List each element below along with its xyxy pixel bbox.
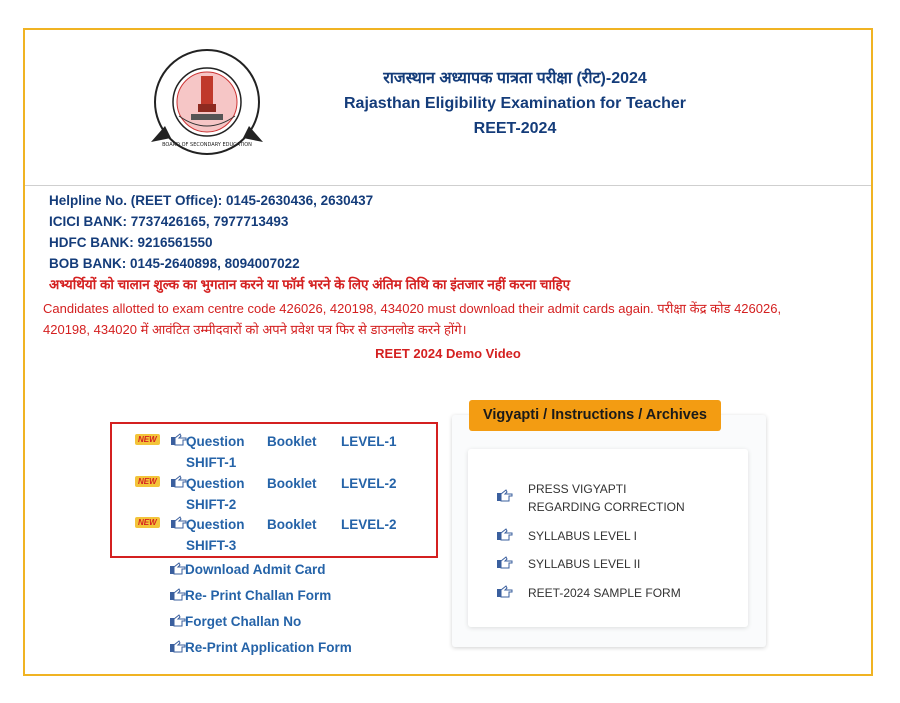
helpline-reet: Helpline No. (REET Office): 0145-2630436, 2630437 (49, 193, 374, 208)
item-line-1[interactable]: PRESS VIGYAPTI (528, 482, 627, 496)
helpline-block (49, 190, 570, 295)
question-booklet-box (110, 422, 438, 558)
helpline-bob: BOB BANK: 0145-2640898, 8094007022 (49, 256, 300, 271)
helpline-hdfc: HDFC BANK: 9216561550 (49, 235, 213, 250)
question-booklet-item-2[interactable] (112, 474, 436, 514)
title-code: REET-2024 (473, 120, 557, 137)
link-label[interactable]: Forget Challan No (185, 614, 302, 629)
vigyapti-item-label[interactable]: REET-2024 SAMPLE FORM (528, 586, 681, 600)
page-frame (23, 28, 873, 676)
pointing-hand-icon (170, 640, 186, 653)
pointing-hand-icon (171, 475, 187, 488)
vigyapti-item-label[interactable]: SYLLABUS LEVEL I (528, 529, 637, 543)
level-word[interactable]: LEVEL-2 (341, 517, 397, 532)
booklet-word[interactable]: Booklet (267, 517, 317, 532)
deadline-warning: अभ्यर्थियों को चालान शुल्क का भुगतान करने या फॉर्म भरने के लिए अंतिम तिथि का इंतजार नहीं करना चाहिए (49, 277, 571, 292)
question-word[interactable]: Question (186, 434, 245, 449)
page-title (325, 66, 705, 141)
header (25, 30, 871, 186)
question-word[interactable]: Question (186, 476, 245, 491)
pointing-hand-icon (170, 614, 186, 627)
link-label[interactable]: Download Admit Card (185, 562, 326, 577)
svg-text:BOARD OF SECONDARY EDUCATION: BOARD OF SECONDARY EDUCATION (162, 142, 252, 148)
link-label[interactable]: Re-Print Application Form (185, 640, 352, 655)
booklet-word[interactable]: Booklet (267, 476, 317, 491)
pointing-hand-icon (497, 585, 513, 598)
question-booklet-item-1[interactable] (112, 432, 436, 472)
shift-word[interactable]: SHIFT-3 (186, 538, 237, 553)
title-hindi: राजस्थान अध्यापक पात्रता परीक्षा (रीट)-2024 (383, 70, 647, 87)
question-word[interactable]: Question (186, 517, 245, 532)
pointing-hand-icon (170, 562, 186, 575)
board-logo (151, 46, 263, 158)
new-badge: NEW (135, 517, 160, 528)
question-booklet-item-3[interactable] (112, 515, 436, 555)
level-word[interactable]: LEVEL-2 (341, 476, 397, 491)
shift-word[interactable]: SHIFT-1 (186, 455, 237, 470)
vigyapti-item-label[interactable] (528, 480, 708, 516)
new-badge: NEW (135, 434, 160, 445)
vigyapti-tab[interactable]: Vigyapti / Instructions / Archives (469, 400, 721, 431)
new-badge: NEW (135, 476, 160, 487)
title-english: Rajasthan Eligibility Examination for Teacher (343, 95, 686, 112)
helpline-icici: ICICI BANK: 7737426165, 7977713493 (49, 214, 289, 229)
notice-line-2: 420198, 434020 में आवंटित उम्मीदवारों को अपने प्रवेश पत्र फिर से डाउनलोड करने होंगे। (43, 322, 467, 337)
pointing-hand-icon (497, 528, 513, 541)
shift-word[interactable]: SHIFT-2 (186, 497, 237, 512)
vigyapti-item-label[interactable]: SYLLABUS LEVEL II (528, 557, 641, 571)
pointing-hand-icon (170, 588, 186, 601)
notice-line-1: Candidates allotted to exam centre code 426026, 420198, 434020 must download their admit cards again. परीक्षा केंद्र कोड 426026, (43, 301, 782, 316)
pointing-hand-icon (171, 433, 187, 446)
level-word[interactable]: LEVEL-1 (341, 434, 397, 449)
admit-card-notice (43, 298, 843, 340)
demo-video-link[interactable]: REET 2024 Demo Video (375, 346, 521, 361)
vigyapti-list (468, 449, 748, 627)
item-line-2[interactable]: REGARDING CORRECTION (528, 500, 685, 514)
pointing-hand-icon (497, 556, 513, 569)
booklet-word[interactable]: Booklet (267, 434, 317, 449)
pointing-hand-icon (497, 489, 513, 502)
link-label[interactable]: Re- Print Challan Form (185, 588, 332, 603)
pointing-hand-icon (171, 516, 187, 529)
